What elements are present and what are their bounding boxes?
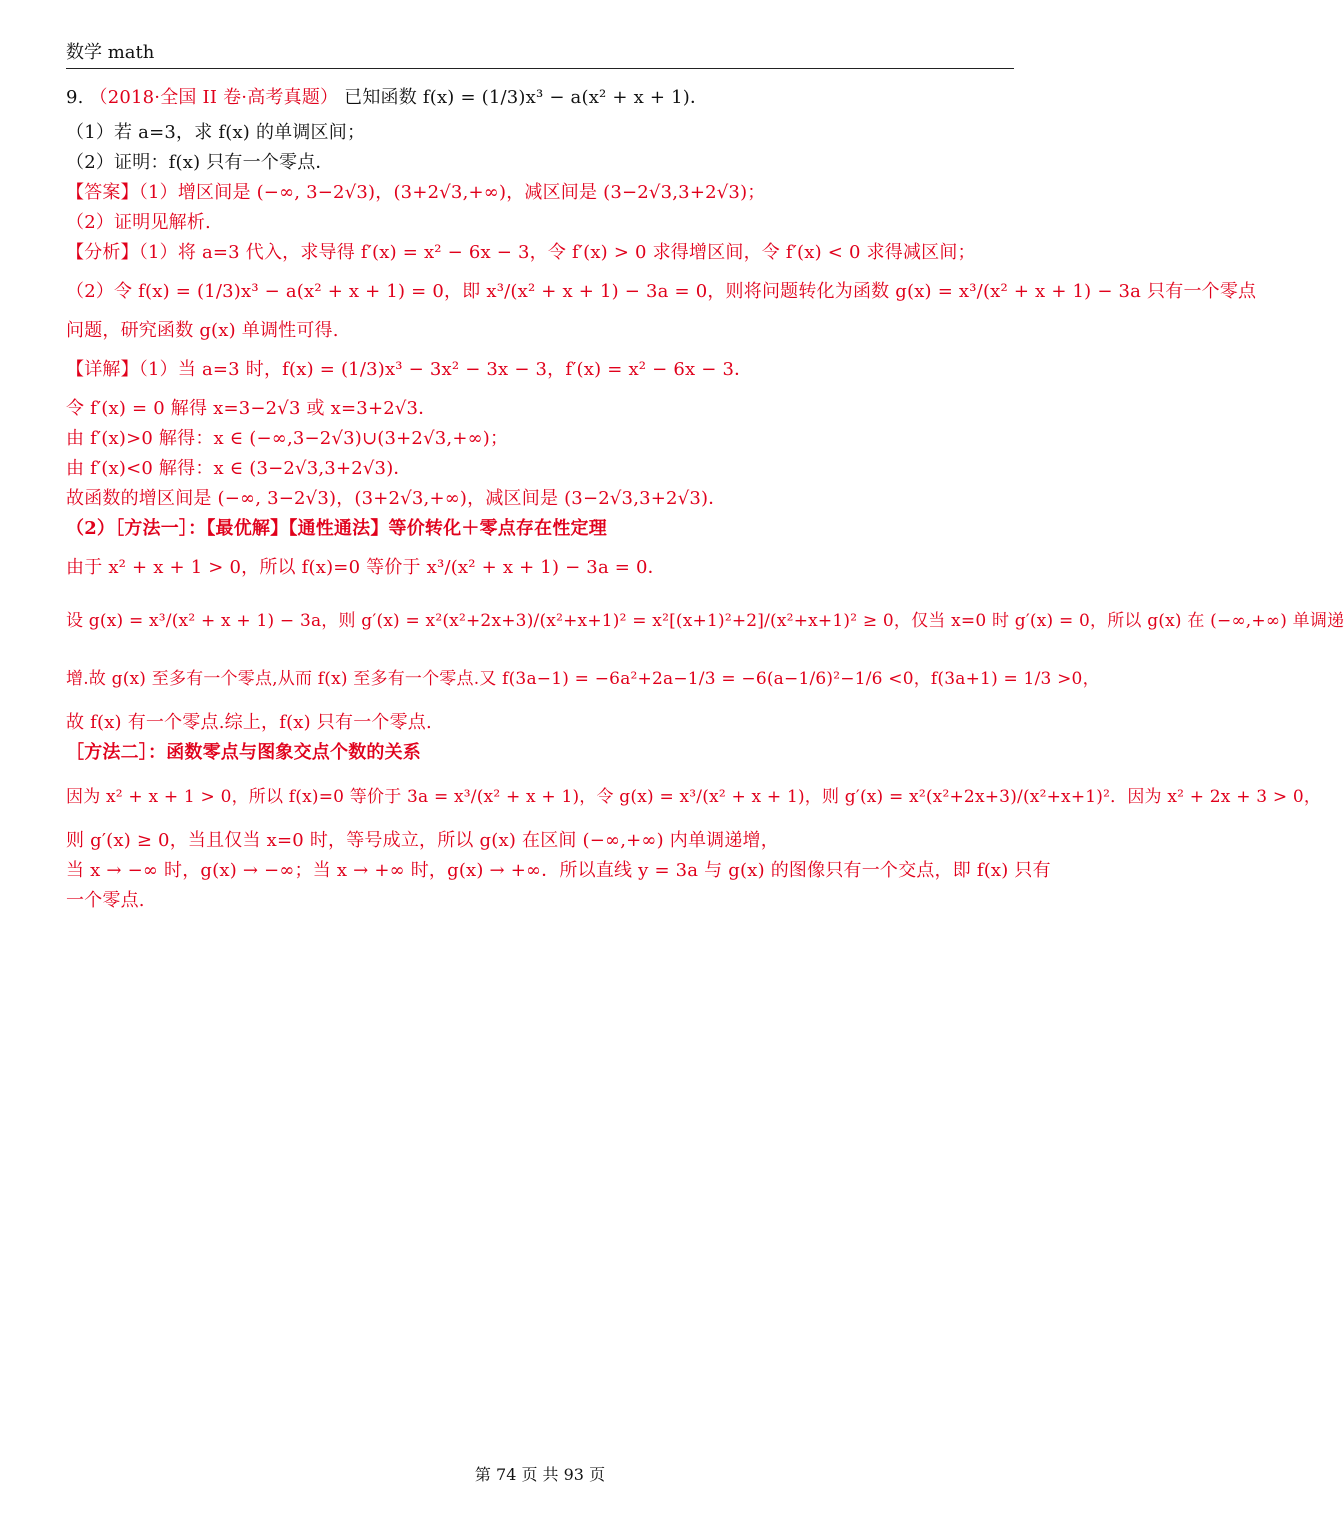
answer-line-1: 【答案】（1）增区间是 (−∞, 3−2√3)，(3+2√3,+∞)，减区间是 (3−2√3,3+2√3)；	[66, 182, 766, 203]
detail-line-3: 由 f′(x)>0 解得：x ∈ (−∞,3−2√3)∪(3+2√3,+∞)；	[66, 428, 509, 449]
detail-line-13: 一个零点.	[66, 890, 145, 911]
detail-line-9: 故 f(x) 有一个零点.综上，f(x) 只有一个零点.	[66, 712, 432, 733]
detail-line-5: 故函数的增区间是 (−∞, 3−2√3)，(3+2√3,+∞)，减区间是 (3−2√3,3+2√3)．	[66, 488, 727, 509]
detail-line-4: 由 f′(x)<0 解得：x ∈ (3−2√3,3+2√3)．	[66, 458, 412, 479]
detail-line-10: 因为 x² + x + 1 > 0，所以 f(x)=0 等价于 3a = x³/(x² + x + 1)，令 g(x) = x³/(x² + x + 1)，则 g′(x) = x²(x²+2x+3)/(x²+x+1)²．因为 x² + 2x + 3 > 0，	[66, 787, 1322, 807]
problem-number: 9.	[66, 87, 84, 108]
page-header: 数学 math	[66, 40, 1014, 69]
detail-line-12: 当 x → −∞ 时，g(x) → −∞；当 x → +∞ 时，g(x) → +∞．所以直线 y = 3a 与 g(x) 的图像只有一个交点，即 f(x) 只有	[66, 860, 1051, 881]
analysis-line-2: （2）令 f(x) = (1/3)x³ − a(x² + x + 1) = 0，即 x³/(x² + x + 1) − 3a = 0，则将问题转化为函数 g(x) = x³/(x² + x + 1) − 3a 只有一个零点	[66, 281, 1257, 302]
problem-source: （2018·全国 II 卷·高考真题）	[89, 87, 339, 108]
detail-line-2: 令 f′(x) = 0 解得 x=3−2√3 或 x=3+2√3．	[66, 398, 437, 419]
detail-line-1: 【详解】（1）当 a=3 时，f(x) = (1/3)x³ − 3x² − 3x − 3，f′(x) = x² − 6x − 3．	[66, 359, 753, 380]
detail-line-8: 增.故 g(x) 至多有一个零点,从而 f(x) 至多有一个零点.又 f(3a−1) = −6a²+2a−1/3 = −6(a−1/6)²−1/6 <0，f(3a+1) = 1/3 >0，	[66, 669, 1100, 689]
method-2-title: ［方法二］：函数零点与图象交点个数的关系	[66, 742, 421, 763]
method-1-title: （2）［方法一］：【最优解】【通性通法】等价转化＋零点存在性定理	[66, 518, 607, 539]
question-2: （2）证明：f(x) 只有一个零点．	[66, 152, 334, 173]
analysis-line-3: 问题，研究函数 g(x) 单调性可得.	[66, 320, 339, 341]
analysis-line-1: 【分析】（1）将 a=3 代入，求导得 f′(x) = x² − 6x − 3，令 f′(x) > 0 求得增区间，令 f′(x) < 0 求得减区间；	[66, 242, 976, 263]
page-footer: 第 74 页 共 93 页	[474, 1465, 606, 1484]
detail-line-11: 则 g′(x) ≥ 0，当且仅当 x=0 时，等号成立，所以 g(x) 在区间 (−∞,+∞) 内单调递增，	[66, 830, 779, 851]
problem-title-line	[66, 78, 1016, 118]
answer-line-2: （2）证明见解析.	[66, 212, 211, 233]
problem-stem: 已知函数 f(x) = (1/3)x³ − a(x² + x + 1)．	[344, 87, 709, 108]
detail-line-7: 设 g(x) = x³/(x² + x + 1) − 3a，则 g′(x) = x²(x²+2x+3)/(x²+x+1)² = x²[(x+1)²+2]/(x²+x+1)² ≥ 0，仅当 x=0 时 g′(x) = 0，所以 g(x) 在 (−∞,+∞) 单调递	[66, 611, 1344, 631]
problem-content	[66, 78, 1344, 916]
detail-line-6: 由于 x² + x + 1 > 0，所以 f(x)=0 等价于 x³/(x² + x + 1) − 3a = 0．	[66, 557, 666, 578]
question-1: （1）若 a=3，求 f(x) 的单调区间；	[66, 122, 366, 143]
